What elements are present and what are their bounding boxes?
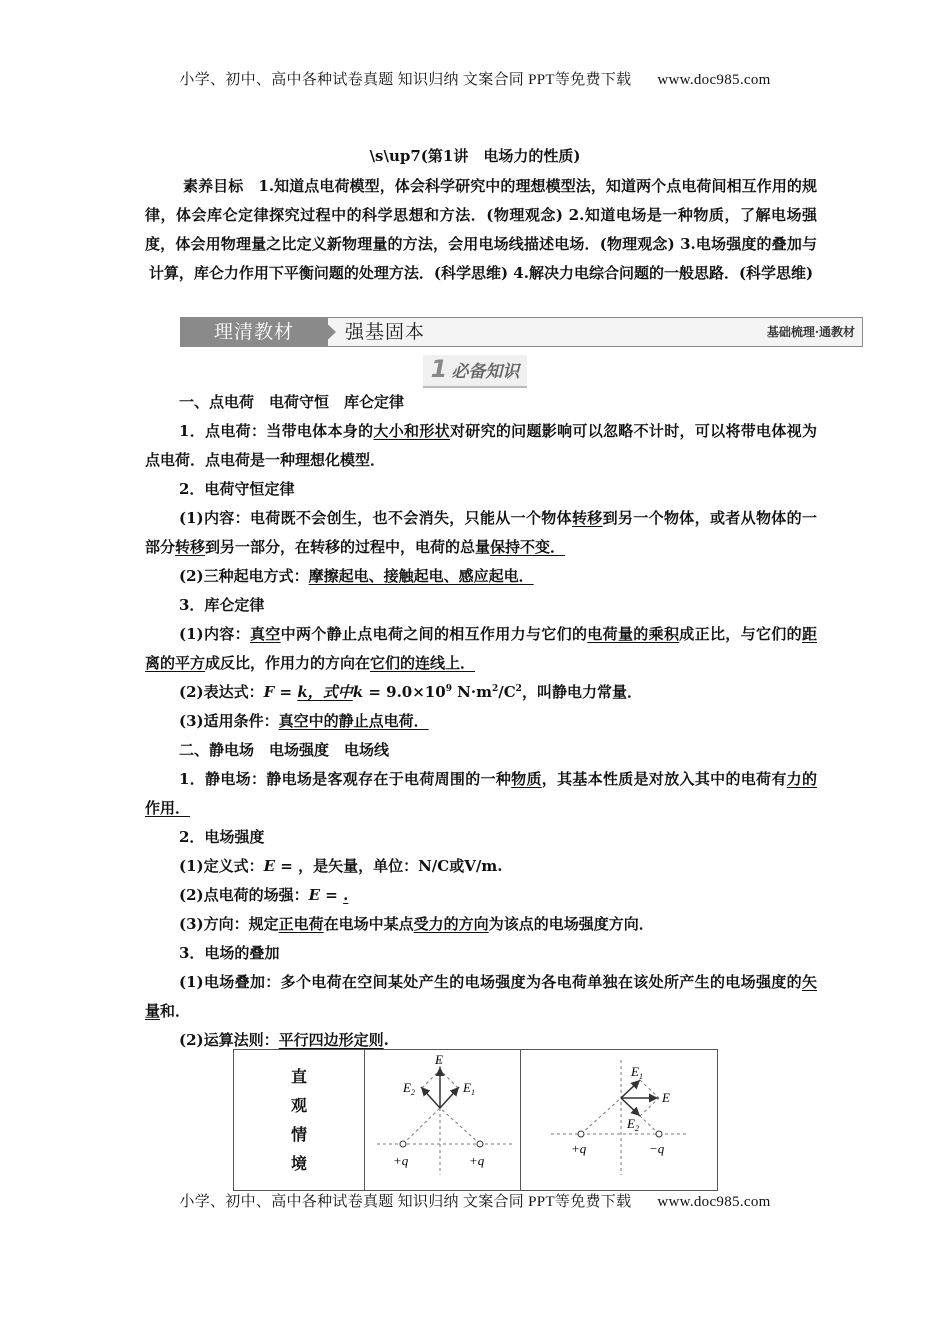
page-footer xyxy=(0,1190,950,1211)
banner-mid-label: 强基固本 xyxy=(345,321,426,343)
svg-text:+q: +q xyxy=(469,1153,485,1168)
main-content xyxy=(145,388,817,1055)
para-static-field: 1．静电场：静电场是客观存在于电荷周围的一种物质，其基本性质是对放入其中的电荷有力的作用． xyxy=(145,770,817,817)
banner-tag: 基础梳理·通教材 xyxy=(766,325,855,339)
header-text: 小学、初中、高中各种试卷真题 知识归纳 文案合同 PPT等免费下载 xyxy=(179,72,632,88)
e2-vector-2 xyxy=(621,1098,640,1116)
svg-text:+q: +q xyxy=(571,1141,587,1156)
para-coulomb-title: 3．库仑定律 xyxy=(179,596,265,614)
charge-1 xyxy=(400,1141,406,1147)
situation-table xyxy=(233,1049,718,1191)
banner-left-label: 理清教材 xyxy=(180,317,328,347)
like-charges-diagram xyxy=(365,1050,520,1186)
para-conservation-title: 2．电荷守恒定律 xyxy=(179,480,295,498)
footer-site[interactable]: www.doc985.com xyxy=(657,1194,771,1210)
lesson-title: \s\up7(第1讲 电场力的性质) xyxy=(369,147,581,165)
svg-text:E2: $E_2$ xyxy=(627,1116,639,1133)
para-superposition-title: 3．电场的叠加 xyxy=(179,944,280,962)
badge-text: 必备知识 xyxy=(451,362,520,382)
para-coulomb-content: (1)内容：真空中两个静止点电荷之间的相互作用力与它们的电荷量的乘积成正比，与它们的距离的平方成反比，作用力的方向在它们的连线上． xyxy=(145,625,817,672)
badge-number: 1 xyxy=(430,355,448,383)
para-point-charge: 1．点电荷：当带电体本身的大小和形状对研究的问题影响可以忽略不计时，可以将带电体视为点电荷．点电荷是一种理想化模型． xyxy=(145,422,817,469)
page-header xyxy=(0,68,950,89)
section-heading-1: 一、点电荷 电荷守恒 库仑定律 xyxy=(179,393,405,411)
svg-text:E: E xyxy=(435,1052,443,1067)
header-site[interactable]: www.doc985.com xyxy=(657,72,771,88)
situation-label: 直 观 情 境 xyxy=(234,1050,365,1191)
svg-text:E2: $E_2$ xyxy=(403,1080,415,1097)
section-heading-2: 二、静电场 电场强度 电场线 xyxy=(179,741,390,759)
para-field-definition: (1)定义式：E = ，是矢量，单位：N/C或V/m. xyxy=(179,857,503,875)
svg-text:E: E xyxy=(662,1090,670,1105)
svg-text:+q: +q xyxy=(393,1153,409,1168)
para-charging-methods: (2)三种起电方式：摩擦起电、接触起电、感应起电． xyxy=(179,567,534,585)
footer-text: 小学、初中、高中各种试卷真题 知识归纳 文案合同 PPT等免费下载 xyxy=(179,1194,632,1210)
section-badge xyxy=(0,355,950,388)
para-coulomb-formula: (2)表达式：F = k，式中$k = 9.0\times 10^9$ $N\cdot m^2/C^2$，叫静电力常量． xyxy=(179,683,642,701)
section-banner xyxy=(180,315,865,349)
para-superposition-content: (1)电场叠加：多个电荷在空间某处产生的电场强度为各电荷单独在该处所产生的电场强度的矢量和． xyxy=(145,973,817,1020)
svg-text:E1: $E_1$ xyxy=(463,1080,475,1097)
para-field-strength-title: 2．电场强度 xyxy=(179,828,265,846)
figure-unlike-charges xyxy=(521,1050,718,1191)
e1-vector xyxy=(440,1087,459,1108)
svg-text:−q: −q xyxy=(649,1141,665,1156)
banner-arrow-icon xyxy=(320,317,336,347)
para-coulomb-conditions: (3)适用条件：真空中的静止点电荷． xyxy=(179,712,429,730)
para-conservation-content: (1)内容：电荷既不会创生，也不会消失，只能从一个物体转移到另一个物体，或者从物体的一部分转移到另一部分，在转移的过程中，电荷的总量保持不变． xyxy=(145,509,817,556)
para-field-direction: (3)方向：规定正电荷在电场中某点受力的方向为该点的电场强度方向． xyxy=(179,915,654,933)
unlike-charges-diagram xyxy=(521,1050,717,1186)
svg-text:E1: $E_1$ xyxy=(631,1064,643,1081)
e1-vector-2 xyxy=(621,1080,640,1098)
charge-2 xyxy=(477,1141,483,1147)
learning-goals: 素养目标 1.知道点电荷模型，体会科学研究中的理想模型法，知道两个点电荷间相互作用的规律，体会库仑定律探究过程中的科学思想和方法．(物理观念) 2.知道电场是一种物质，了解电场强度，体会用物理量之比定义新物理量的方法，会用电场线描述电场．(物理观念) 3.电场强度的叠加与计算，库仑力作用下平衡问题的处理方法．(科学思维) 4.解决力电综合问题的一般思路．(科学思维) xyxy=(145,177,817,282)
para-point-charge-field: (2)点电荷的场强：E = . xyxy=(179,886,349,904)
e2-vector xyxy=(421,1087,440,1108)
para-operation-rule: (2)运算法则：平行四边形定则. xyxy=(179,1031,389,1049)
figure-like-charges xyxy=(365,1050,521,1191)
